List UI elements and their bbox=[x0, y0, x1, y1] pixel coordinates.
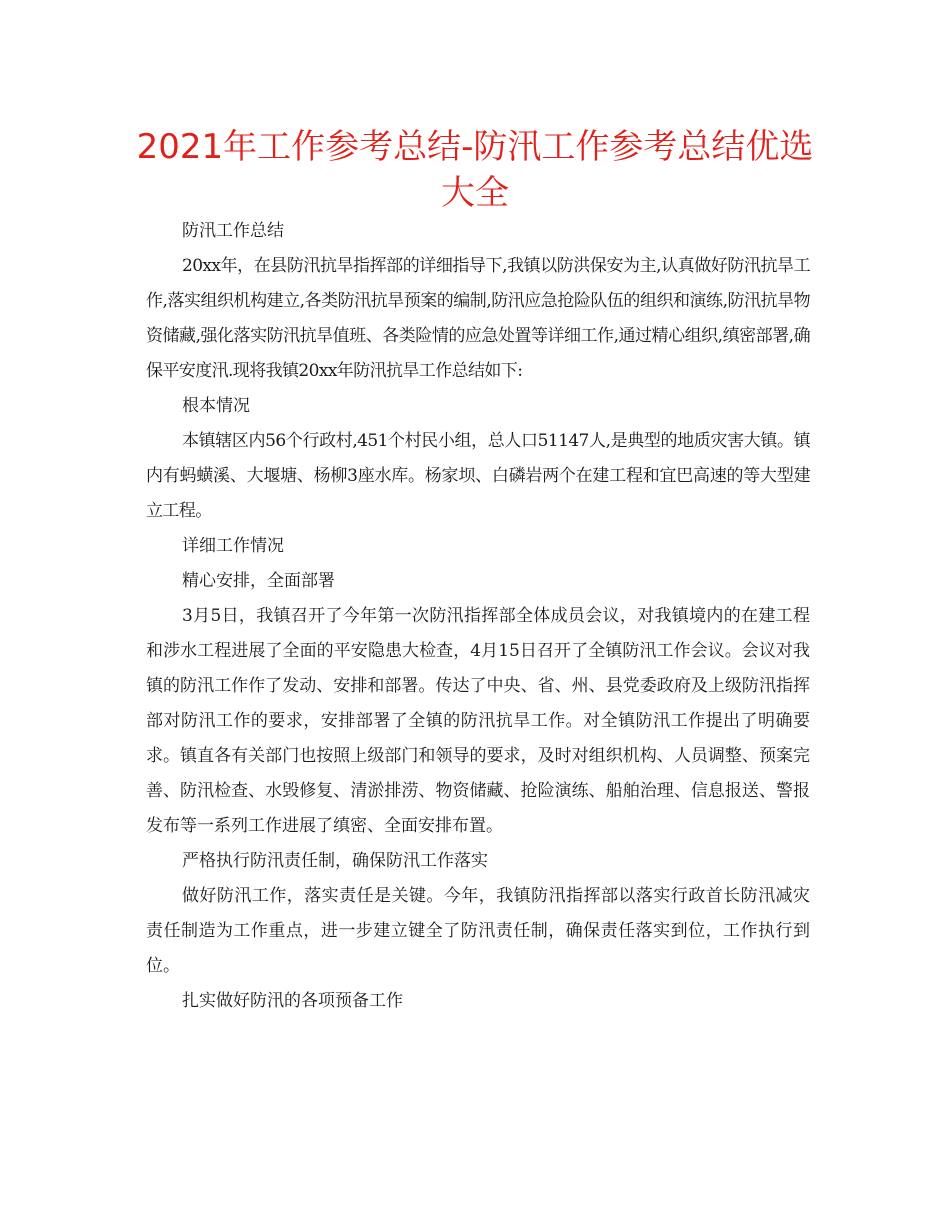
paragraph: 做好防汛工作，落实责任是关键。今年，我镇防汛指挥部以落实行政首长防汛减灾责任制造为工作重点，进一步建立键全了防汛责任制，确保责任落实到位，工作执行到位。 bbox=[146, 886, 810, 976]
paragraph-heading: 严格执行防汛责任制，确保防汛工作落实 bbox=[182, 851, 488, 871]
paragraph: 3月5日，我镇召开了今年第一次防汛指挥部全体成员会议，对我镇境内的在建工程和涉水工程进展了全面的平安隐患大检查，4月15日召开了全镇防汛工作会议。会议对我镇的防汛工作作了发动、安排和部署。传达了中央、省、州、县党委政府及上级防汛指挥部对防汛工作的要求，安排部署了全镇的防汛抗旱工作。对全镇防汛工作提出了明确要求。镇直各有关部门也按照上级部门和领导的要求，及时对组织机构、人员调整、预案完善、防汛检查、水毁修复、清淤排涝、物资储藏、抢险演练、船舶治理、信息报送、警报发布等一系列工作进展了缜密、全面安排布置。 bbox=[146, 606, 810, 836]
paragraph-heading: 防汛工作总结 bbox=[182, 221, 284, 241]
paragraph-heading: 扎实做好防汛的各项预备工作 bbox=[182, 991, 403, 1011]
paragraph-heading: 精心安排，全面部署 bbox=[182, 571, 335, 591]
paragraph: 本镇辖区内56个行政村,451个村民小组，总人口51147人,是典型的地质灾害大镇。镇内有蚂蟥溪、大堰塘、杨柳3座水库。杨家坝、白磷岩两个在建工程和宜巴高速的等大型建立工程。 bbox=[146, 431, 810, 521]
document-title: 2021年工作参考总结-防汛工作参考总结优选大全 bbox=[136, 127, 814, 213]
paragraph-heading: 根本情况 bbox=[182, 396, 250, 416]
paragraph-heading: 详细工作情况 bbox=[182, 536, 284, 556]
document-body bbox=[146, 214, 810, 1019]
paragraph: 20xx年，在县防汛抗旱指挥部的详细指导下,我镇以防洪保安为主,认真做好防汛抗旱工作,落实组织机构建立,各类防汛抗旱预案的编制,防汛应急抢险队伍的组织和演练,防汛抗旱物资储藏,强化落实防汛抗旱值班、各类险情的应急处置等详细工作,通过精心组织,缜密部署,确保平安度汛.现将我镇20xx年防汛抗旱工作总结如下: bbox=[146, 256, 810, 381]
